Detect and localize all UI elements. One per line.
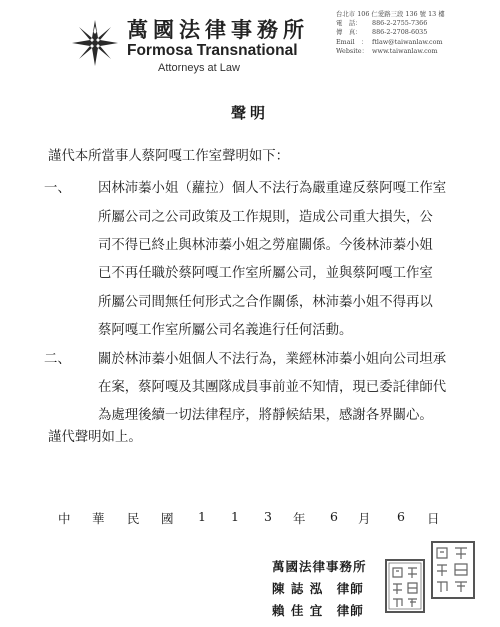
item-1-line-1: 因林沛蓁小姐（蘿拉）個人不法行為嚴重違反蔡阿嘎工作室 <box>98 181 447 196</box>
intro-text: 謹代本所當事人蔡阿嘎工作室聲明如下： <box>48 149 290 164</box>
date-char: 中 <box>58 511 71 526</box>
email-line: Email ： ftlaw@taiwanlaw.com <box>336 37 443 46</box>
item-2-line-1: 關於林沛蓁小姐個人不法行為，業經林沛蓁小姐向公司坦承 <box>98 352 447 367</box>
date-char: 6 <box>397 509 405 524</box>
lawyer-seal-icon <box>384 558 426 614</box>
item-1-line-6: 蔡阿嘎工作室所屬公司名義進行任何活動。 <box>98 323 353 338</box>
item-2-number: 二、 <box>44 352 71 367</box>
item-2-line-2: 在案，蔡阿嘎及其團隊成員事前並不知情，現已委託律師代 <box>98 380 447 395</box>
fax-line: 傳 真： 886-2-2708-6035 <box>336 28 428 37</box>
contact-block <box>336 10 500 56</box>
document-title: 聲明 <box>230 104 269 122</box>
date-char: 華 <box>92 511 105 526</box>
item-1-line-5: 所屬公司間無任何形式之合作關係，林沛蓁小姐不得再以 <box>98 295 433 310</box>
date-char: 6 <box>330 509 338 524</box>
firm-logo-icon <box>70 18 120 68</box>
firm-subtitle: Attorneys at Law <box>158 62 240 74</box>
signature-lawyer-2: 賴 佳 宜 律師 <box>272 603 364 618</box>
date-char: 國 <box>161 511 174 526</box>
date-char: 3 <box>264 509 272 524</box>
date-char: 日 <box>427 511 440 526</box>
item-1-line-4: 已不再任職於蔡阿嘎工作室所屬公司，並與蔡阿嘎工作室 <box>98 266 433 281</box>
website-line: Website： www.taiwanlaw.com <box>336 46 438 55</box>
phone-line: 電 話： 886-2-2755-7366 <box>336 19 428 28</box>
address: 台北市 106 仁愛路三段 136 號 13 樓 <box>336 10 445 18</box>
item-1-line-2: 所屬公司之公司政策及工作規則，造成公司重大損失，公 <box>98 210 433 225</box>
signature-firm: 萬國法律事務所 <box>272 559 367 574</box>
date-char: 年 <box>293 511 306 526</box>
item-1-line-3: 司不得已終止與林沛蓁小姐之勞雇關係。今後林沛蓁小姐 <box>98 238 433 253</box>
firm-name-chinese: 萬國法律事務所 <box>127 17 309 42</box>
item-1-number: 一、 <box>44 181 71 196</box>
date-char: 1 <box>198 509 206 524</box>
signature-lawyer-1: 陳 誌 泓 律師 <box>272 581 364 596</box>
date-char: 月 <box>358 511 371 526</box>
date-char: 1 <box>231 509 239 524</box>
firm-name-english: Formosa Transnational <box>127 42 298 59</box>
item-2-line-3: 為處理後續一切法律程序，將靜候結果，感謝各界關心。 <box>98 408 433 423</box>
date-char: 民 <box>127 511 140 526</box>
closing-text: 謹代聲明如上。 <box>48 430 142 445</box>
firm-seal-icon <box>430 540 476 600</box>
